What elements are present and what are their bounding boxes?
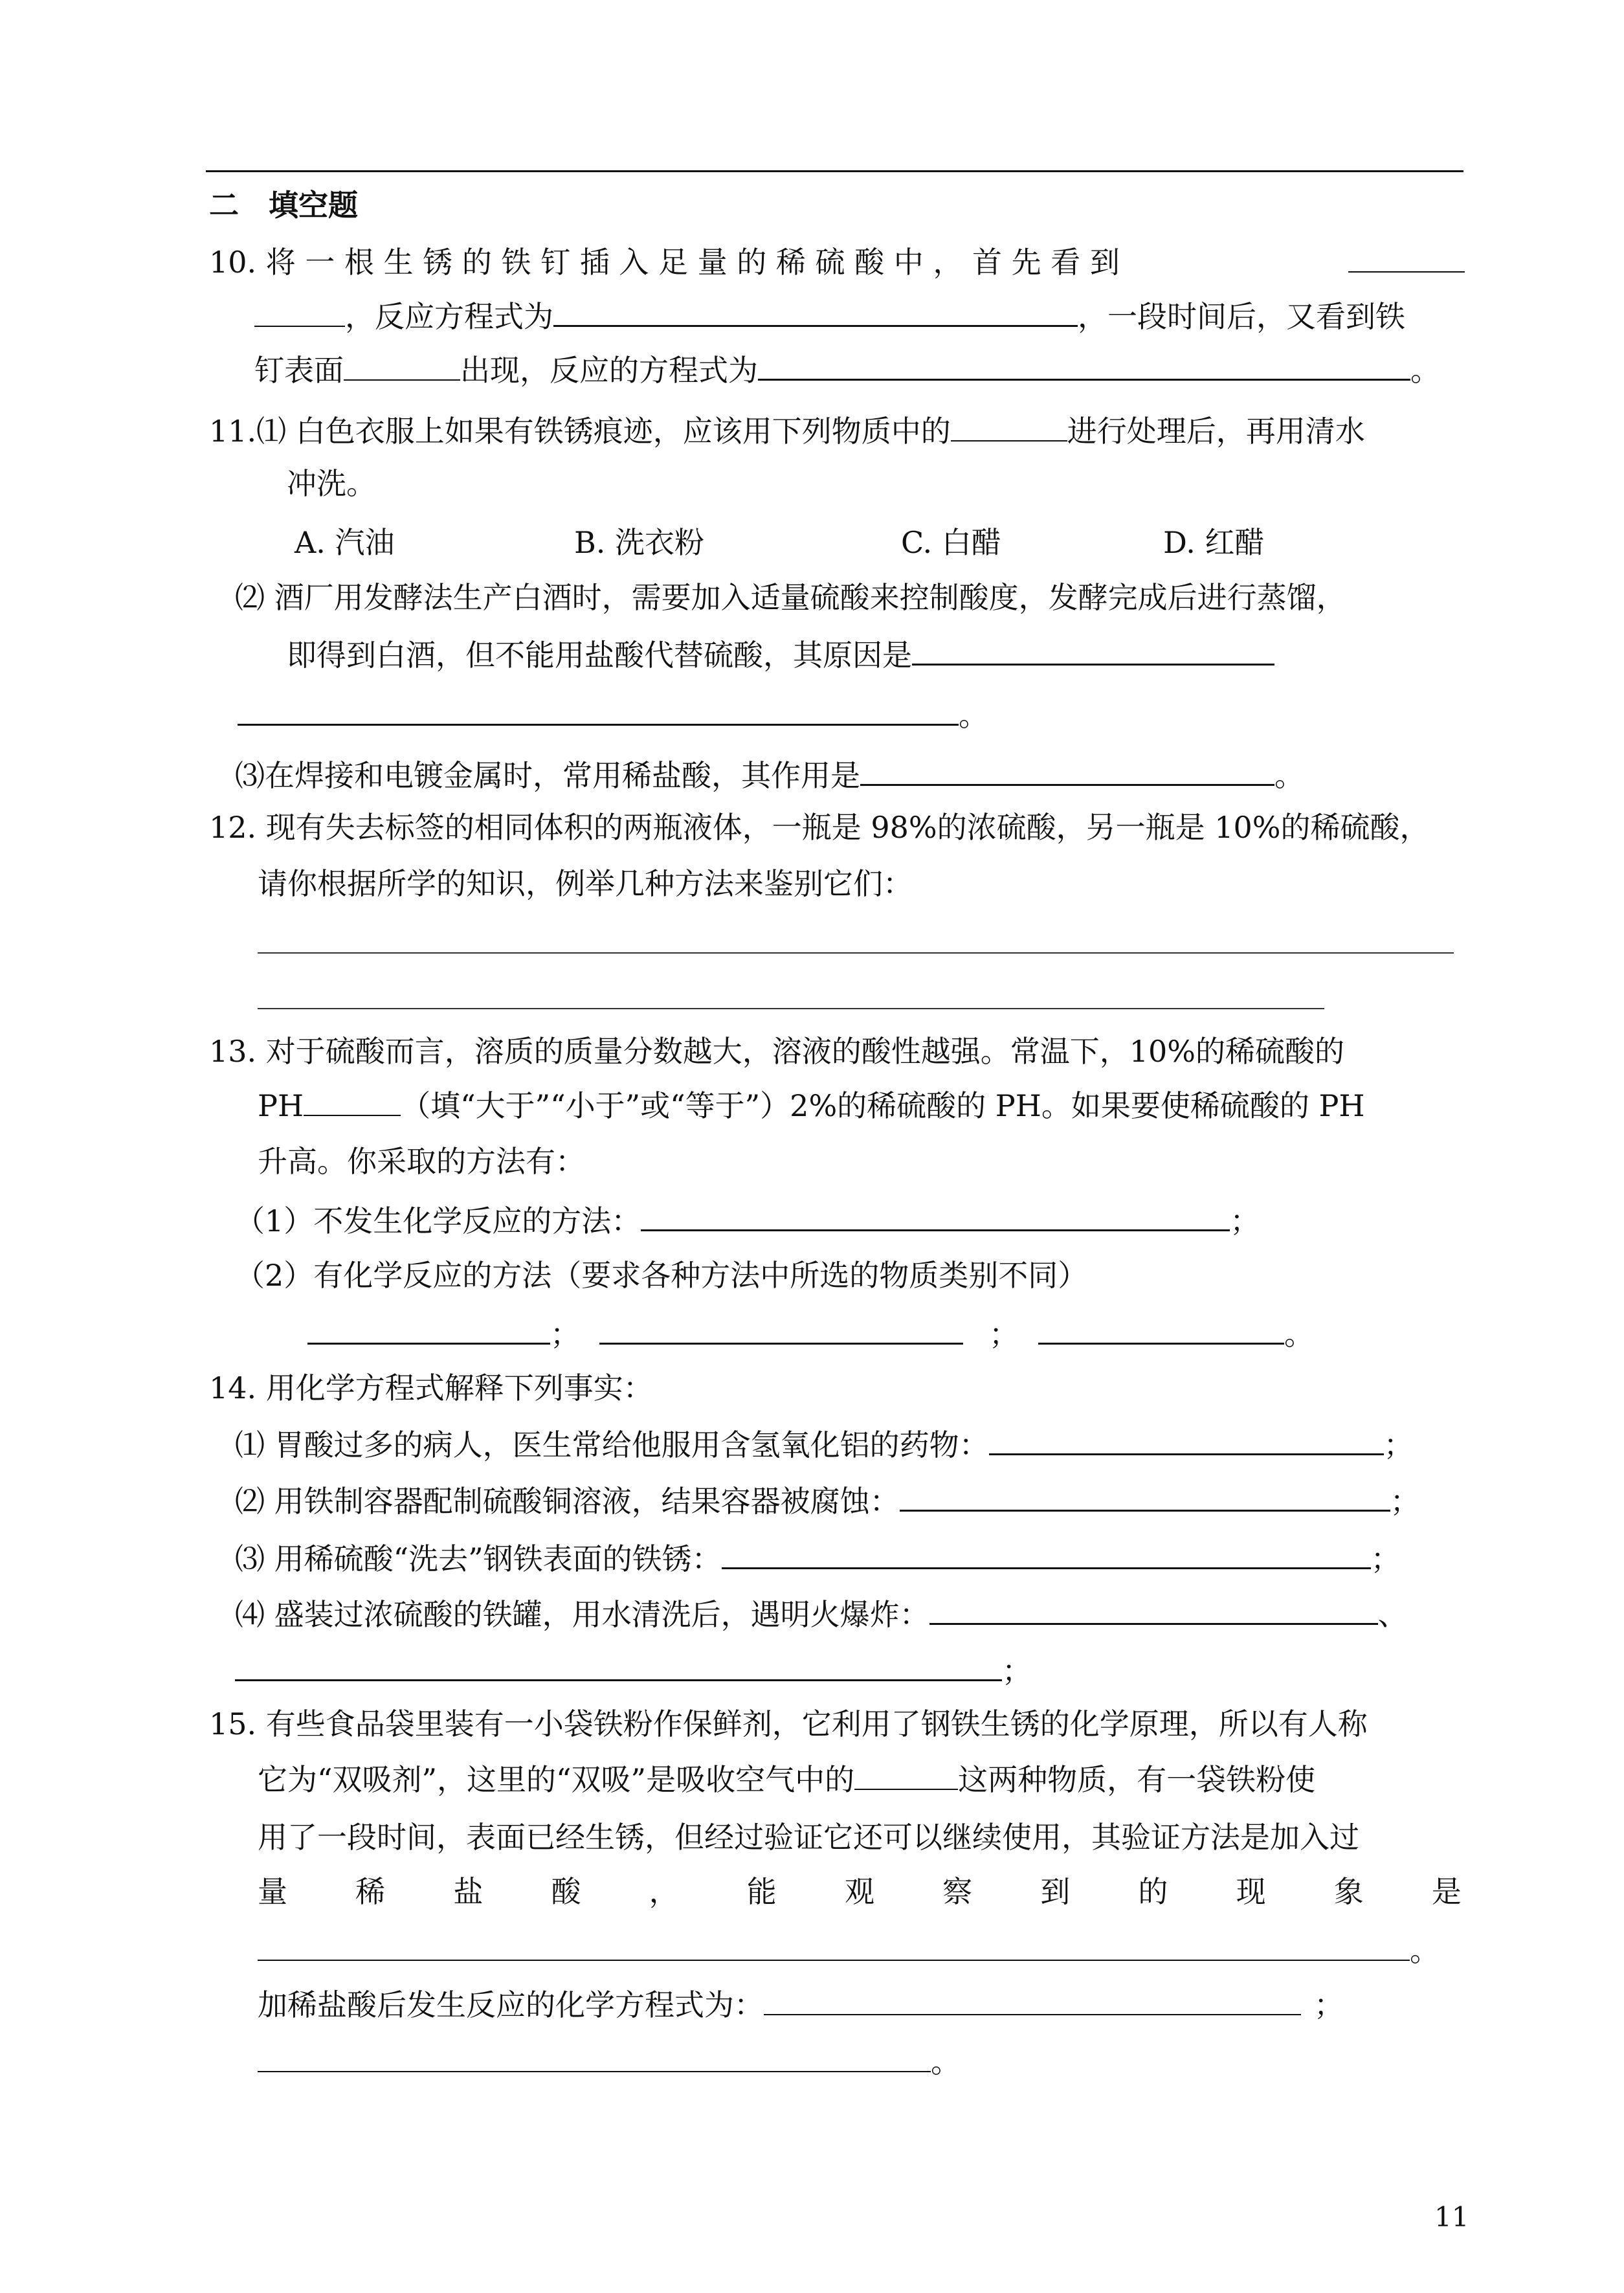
- q15-char: 观: [844, 1874, 874, 1909]
- q15-line6-end: ；: [1314, 1987, 1344, 2022]
- q11-option-d: D. 红醋: [1163, 525, 1265, 560]
- q13-m2: （2）有化学反应的方法（要求各种方法中所选的物质类别不同）: [235, 1258, 1088, 1293]
- q15-char: 到: [1040, 1874, 1071, 1909]
- q14-item-3-text: ⑶ 用稀硫酸“洗去”钢铁表面的铁锈：: [235, 1541, 722, 1576]
- q11-part2-line3: [238, 695, 988, 735]
- q15-line7: [258, 2042, 961, 2081]
- q14-blank-1[interactable]: [989, 1425, 1384, 1455]
- q13-blank-compare[interactable]: [304, 1086, 401, 1116]
- q11-part1-line1: [209, 412, 1365, 451]
- q11-option-c: C. 白醋: [901, 525, 1001, 560]
- q11-blank-purpose[interactable]: [860, 755, 1274, 786]
- page-number: 11: [1434, 2201, 1469, 2233]
- q15-blank-equation-2[interactable]: [258, 2042, 931, 2072]
- q13-line2-a: PH: [258, 1088, 304, 1123]
- q15-line2-b: 这两种物质，有一袋铁粉使: [958, 1762, 1316, 1797]
- q11-p2-b: 即得到白酒，但不能用盐酸代替硫酸，其原因是: [287, 638, 912, 673]
- q14-semi-3: ；: [1370, 1541, 1401, 1576]
- q11-part2-line2: [287, 635, 1274, 675]
- q14-semi-2: ；: [1390, 1484, 1420, 1519]
- q13-m1-end: ；: [1230, 1203, 1260, 1238]
- q15-char: 的: [1138, 1874, 1168, 1909]
- q15-char: 酸: [551, 1874, 581, 1909]
- q11-p2-a: ⑵ 酒厂用发酵法生产白酒时，需要加入适量硫酸来控制酸度，发酵完成后进行蒸馏，: [235, 580, 1346, 615]
- q11-option-a: A. 汽油: [295, 525, 395, 560]
- q15-char: 察: [942, 1874, 973, 1909]
- q15-char: 现: [1236, 1874, 1266, 1909]
- q15-line6-text: 加稀盐酸后发生反应的化学方程式为：: [258, 1987, 764, 2022]
- q11-blank-reason-b[interactable]: [238, 695, 959, 726]
- q13-line1: 13. 对于硫酸而言，溶质的质量分数越大，溶液的酸性越强。常温下，10%的稀硫酸的: [209, 1034, 1345, 1069]
- q14-comma: 、: [1377, 1597, 1408, 1632]
- q15-char: 盐: [453, 1874, 484, 1909]
- q11-p3-end: 。: [1274, 758, 1304, 793]
- q13-line2: [258, 1086, 1365, 1125]
- q14-semi-4: ；: [1002, 1653, 1032, 1688]
- q15-line3: 用了一段时间，表面已经生锈，但经过验证它还可以继续使用，其验证方法是加入过: [258, 1820, 1359, 1855]
- q15-char: 象: [1333, 1874, 1364, 1909]
- q11-option-b: B. 洗衣粉: [574, 525, 705, 560]
- q10-line2-b: ，一段时间后，又看到铁: [1078, 299, 1405, 334]
- q15-char: 量: [258, 1874, 287, 1909]
- q10-line3-end: 。: [1410, 353, 1440, 388]
- q12-line1: 12. 现有失去标签的相同体积的两瓶液体，一瓶是 98%的浓硫酸，另一瓶是 10%的稀硫酸，: [209, 810, 1430, 845]
- q10-line3-b: 出现，反应的方程式为: [460, 353, 758, 388]
- q13-blank-method2-b[interactable]: [599, 1314, 963, 1345]
- q14-item-2: [235, 1481, 1420, 1521]
- q14-blank-2[interactable]: [900, 1481, 1390, 1512]
- q15-char: ，: [649, 1874, 679, 1909]
- q15-blank-equation-1[interactable]: [764, 1985, 1301, 2015]
- q15-char: 稀: [355, 1874, 386, 1909]
- q11-p2-end: 。: [959, 698, 988, 733]
- q14-item-1-text: ⑴ 胃酸过多的病人，医生常给他服用含氢氧化铝的药物：: [235, 1427, 989, 1462]
- q15-line5-end: 。: [1410, 1933, 1440, 1968]
- q14-item-4: [235, 1594, 1408, 1634]
- section-title: 二 填空题: [209, 188, 358, 223]
- q15-char: 是: [1431, 1874, 1462, 1909]
- q12-answer-line-1[interactable]: [258, 952, 1454, 954]
- q14-blank-4b[interactable]: [235, 1651, 1002, 1681]
- q11-p1-b: 进行处理后，再用清水: [1067, 414, 1365, 449]
- q12-line2: 请你根据所学的知识，例举几种方法来鉴别它们：: [258, 866, 913, 901]
- q10-line2: [254, 296, 1405, 336]
- q10-blank-surface[interactable]: [344, 351, 460, 381]
- q11-p3-a: ⑶在焊接和电镀金属时，常用稀盐酸，其作用是: [235, 758, 860, 793]
- q11-part3: [235, 755, 1304, 795]
- q14-blank-3[interactable]: [722, 1539, 1371, 1569]
- q13-line2-b: （填“大于”“小于”或“等于”）2%的稀硫酸的 PH。如果要使稀硫酸的 PH: [401, 1088, 1365, 1123]
- q11-blank-choice[interactable]: [951, 412, 1067, 442]
- q10-line3-a: 钉表面: [254, 353, 344, 388]
- q15-blank-substances[interactable]: [854, 1760, 958, 1790]
- q13-m1-label: （1）不发生化学反应的方法：: [235, 1203, 641, 1238]
- q14-item-4-text: ⑷ 盛装过浓硫酸的铁罐，用水清洗后，遇明火爆炸：: [235, 1597, 929, 1632]
- q14-title: 14. 用化学方程式解释下列事实：: [209, 1370, 653, 1405]
- q15-line2: [258, 1760, 1315, 1799]
- q14-item-1: [235, 1425, 1414, 1464]
- q11-blank-reason-a[interactable]: [912, 635, 1274, 666]
- q10-blank-observation-a[interactable]: [1348, 243, 1465, 273]
- q10-blank-observation-b[interactable]: [254, 297, 345, 327]
- q13-method2-blanks: [307, 1314, 1314, 1354]
- q11-p1-c: 冲洗。: [287, 466, 376, 501]
- q15-line2-a: 它为“双吸剂”，这里的“双吸”是吸收空气中的: [258, 1762, 855, 1797]
- q11-p1-a: 11.⑴ 白色衣服上如果有铁锈痕迹，应该用下列物质中的: [209, 414, 951, 449]
- q10-line2-a: ，反应方程式为: [345, 299, 553, 334]
- q12-answer-line-2[interactable]: [258, 1008, 1324, 1009]
- q15-line5: [258, 1931, 1440, 1970]
- q13-sep2: ；: [989, 1317, 1019, 1352]
- q13-blank-method2-a[interactable]: [307, 1314, 550, 1345]
- q13-end: 。: [1284, 1317, 1314, 1352]
- q13-line3: 升高。你采取的方法有：: [258, 1144, 585, 1179]
- q14-blank-4a[interactable]: [929, 1594, 1378, 1625]
- q15-line4: [258, 1872, 1462, 1911]
- q10-blank-equation-1[interactable]: [553, 296, 1078, 327]
- q10-line1: [209, 243, 1465, 282]
- q10-line3: [254, 350, 1440, 390]
- q14-item-2-text: ⑵ 用铁制容器配制硫酸铜溶液，结果容器被腐蚀：: [235, 1484, 900, 1519]
- q15-line1: 15. 有些食品袋里装有一小袋铁粉作保鲜剂，它利用了钢铁生锈的化学原理，所以有人称: [209, 1706, 1368, 1741]
- q14-item-3: [235, 1539, 1401, 1578]
- q10-line1-text: 10. 将 一 根 生 锈 的 铁 钉 插 入 足 量 的 稀 硫 酸 中 ， 首 先 看 到: [209, 245, 1120, 280]
- header-rule: [206, 170, 1463, 172]
- q13-sep1: ；: [550, 1317, 580, 1352]
- q15-char: 能: [746, 1874, 777, 1909]
- q13-blank-method1[interactable]: [641, 1201, 1230, 1231]
- q15-line7-end: 。: [931, 2044, 961, 2079]
- q13-blank-method2-c[interactable]: [1038, 1314, 1284, 1345]
- q15-blank-phenomenon[interactable]: [258, 1931, 1410, 1961]
- q15-line6: [258, 1985, 1344, 2024]
- q10-blank-equation-2[interactable]: [758, 350, 1410, 381]
- q14-semi-1: ；: [1383, 1427, 1414, 1462]
- q13-method1: [235, 1201, 1260, 1240]
- q14-item-4-line2: [235, 1651, 1032, 1690]
